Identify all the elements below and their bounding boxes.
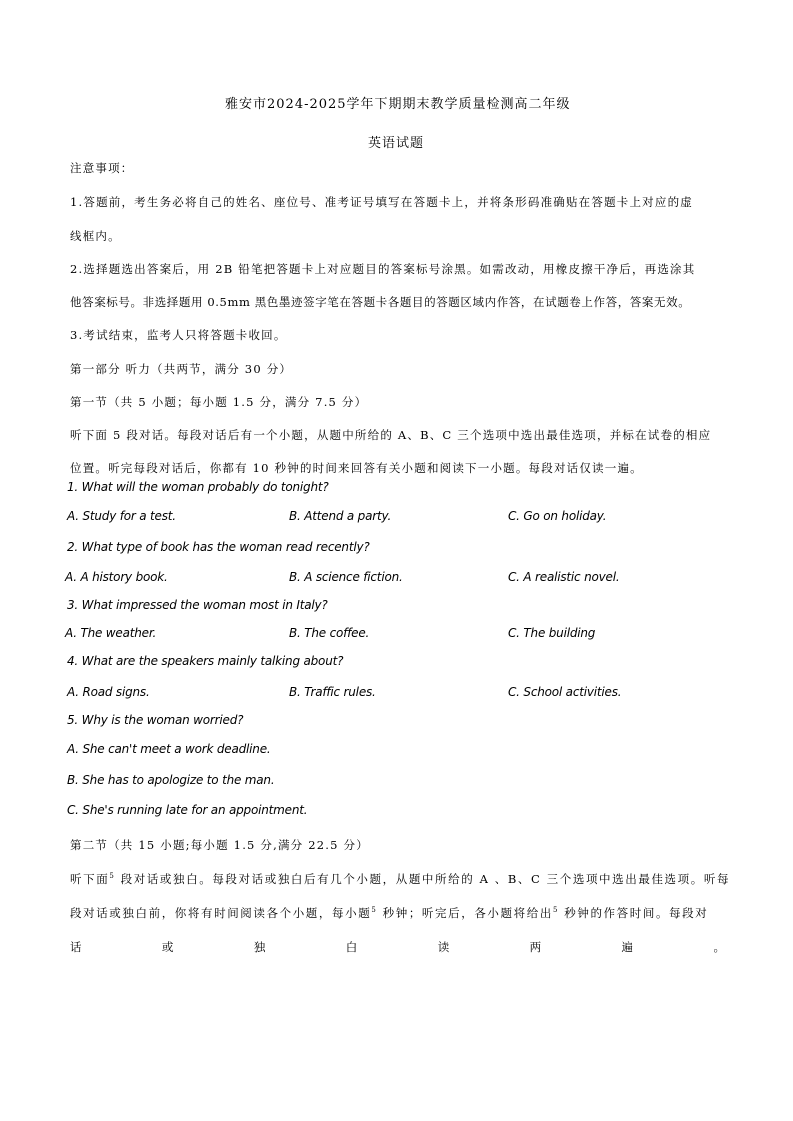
question-1-option-b: B. Attend a party. <box>289 509 392 523</box>
question-5-option-c: C. She's running late for an appointment. <box>67 803 308 817</box>
spread-char: 。 <box>713 940 725 954</box>
section1-instruction-line-2: 位置。听完每段对话后，你都有 10 秒钟的时间来回答有关小题和阅读下一小题。每段对话仅读一遍。 <box>70 461 643 475</box>
question-5: 5. Why is the woman worried? <box>67 713 244 727</box>
notice-item-3: 3.考试结束，监考人只将答题卡收回。 <box>70 328 287 342</box>
section2-heading: 第二节（共 15 小题;每小题 1.5 分,满分 22.5 分） <box>70 838 369 852</box>
section2-instruction-line-3 <box>70 939 725 955</box>
question-3-option-b: B. The coffee. <box>289 626 370 640</box>
notice-item-2-line-2: 他答案标号。非选择题用 0.5mm 黑色墨迹签字笔在答题卡各题目的答题区域内作答，在试题卷上作答，答案无效。 <box>70 295 691 309</box>
question-4: 4. What are the speakers mainly talking about? <box>67 654 344 668</box>
spread-char: 两 <box>529 940 542 954</box>
notice-heading: 注意事项： <box>70 161 134 175</box>
question-1: 1. What will the woman probably do tonight? <box>67 480 329 494</box>
question-5-option-b: B. She has to apologize to the man. <box>67 773 275 787</box>
subject-title: 英语试题 <box>368 136 425 151</box>
question-3: 3. What impressed the woman most in Italy? <box>67 598 328 612</box>
question-5-option-a: A. She can't meet a work deadline. <box>67 742 271 756</box>
question-2: 2. What type of book has the woman read recently? <box>67 540 370 554</box>
question-1-option-c: C. Go on holiday. <box>508 509 607 523</box>
part1-heading: 第一部分 听力（共两节，满分 30 分） <box>70 362 293 376</box>
question-3-option-a: A. The weather. <box>65 626 157 640</box>
spread-char: 遍 <box>621 940 634 954</box>
notice-item-1-line-1: 1.答题前，考生务必将自己的姓名、座位号、准考证号填写在答题卡上，并将条形码准确贴在答题卡上对应的虚 <box>70 195 693 209</box>
section1-instruction-line-1: 听下面 5 段对话。每段对话后有一个小题，从题中所给的 A、B、C 三个选项中选出最佳选项，并标在试卷的相应 <box>70 428 712 442</box>
question-4-option-c: C. School activities. <box>508 685 622 699</box>
question-2-option-c: C. A realistic novel. <box>508 570 620 584</box>
section2-instruction-line-2: 段对话或独白前，你将有时间阅读各个小题，每小题$^5$ 秒钟；听完后，各小题将给出$^5$ 秒钟的作答时间。每段对 <box>70 906 709 920</box>
notice-item-2-line-1: 2.选择题选出答案后，用 2B 铅笔把答题卡上对应题目的答案标号涂黑。如需改动，用橡皮擦干净后，再选涂其 <box>70 262 696 276</box>
question-1-option-a: A. Study for a test. <box>67 509 176 523</box>
question-2-option-a: A. A history book. <box>65 570 168 584</box>
question-3-option-c: C. The building <box>508 626 596 640</box>
section1-heading: 第一节（共 5 小题；每小题 1.5 分，满分 7.5 分） <box>70 395 368 409</box>
spread-char: 读 <box>437 940 450 954</box>
spread-char: 白 <box>345 940 358 954</box>
spread-char: 话 <box>70 940 82 954</box>
notice-item-1-line-2: 线框内。 <box>70 229 121 243</box>
question-2-option-b: B. A science fiction. <box>289 570 403 584</box>
exam-title: 雅安市2024-2025学年下期期末教学质量检测高二年级 <box>225 97 571 112</box>
section2-instruction-line-1: 听下面$^5$ 段对话或独白。每段对话或独白后有几个小题，从题中所给的 A 、B、C 三个选项中选出最佳选项。听每 <box>70 872 731 886</box>
spread-char: 独 <box>253 940 266 954</box>
question-4-option-a: A. Road signs. <box>67 685 150 699</box>
spread-char: 或 <box>161 940 174 954</box>
question-4-option-b: B. Traffic rules. <box>289 685 376 699</box>
